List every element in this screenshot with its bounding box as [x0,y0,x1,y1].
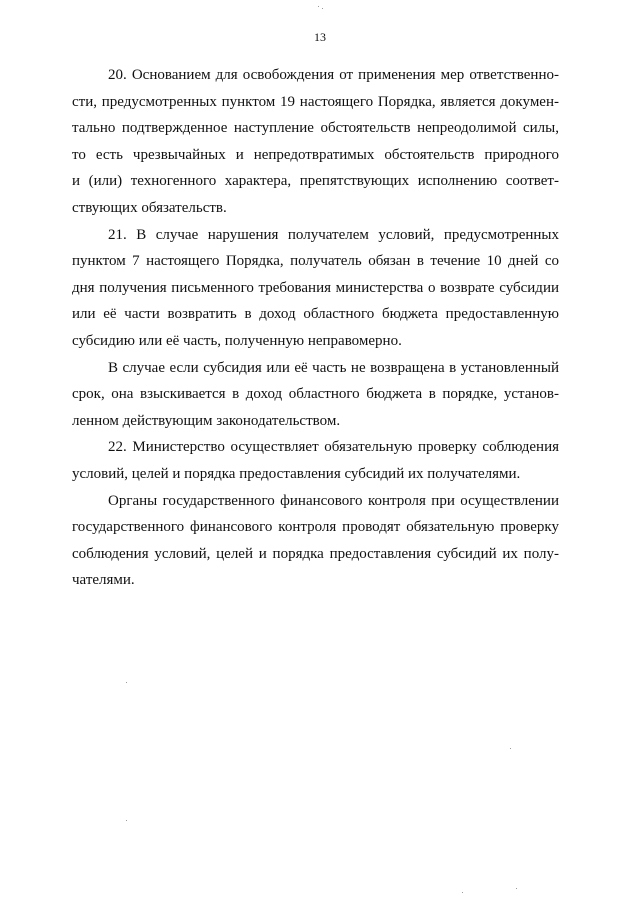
scan-speck [126,682,127,683]
text-line: пунктом 7 настоящего Порядка, получатель обязан в течение 10 дней со [72,253,559,270]
page-number: 13 [314,30,326,44]
document-body [72,62,559,594]
text-line: срок, она взыскивается в доход областного бюджета в порядке, установ- [72,386,559,403]
text-line: и (или) техногенного характера, препятствующих исполнению соответ- [72,173,559,190]
text-line: 21. В случае нарушения получателем условий, предусмотренных [108,226,559,243]
paragraph-20 [72,62,559,222]
scan-speck [462,892,463,893]
text-line: соблюдения условий, целей и порядка предоставления субсидий их полу- [72,545,559,562]
scan-speck [318,6,319,7]
text-line: ленном действующим законодательством. [72,412,341,429]
text-line: сти, предусмотренных пунктом 19 настоящего Порядка, является докумен- [72,93,559,110]
paragraph-21-continued [72,355,559,435]
text-line: 22. Министерство осуществляет обязательную проверку соблюдения [108,439,559,456]
text-line: государственного финансового контроля проводят обязательную проверку [72,519,559,536]
text-line: дня получения письменного требования министерства о возврате субсидии [72,279,559,296]
text-line: то есть чрезвычайных и непредотвратимых обстоятельств природного [72,146,559,163]
paragraph-21 [72,222,559,355]
scan-speck [126,820,127,821]
scan-speck [322,8,323,9]
text-line: В случае если субсидия или её часть не возвращена в установленный [108,359,559,376]
text-line: чателями. [72,572,135,589]
text-line: Органы государственного финансового контроля при осуществлении [108,492,559,509]
text-line: или её части возвратить в доход областного бюджета предоставленную [72,306,559,323]
paragraph-22-continued [72,488,559,594]
text-line: ствующих обязательств. [72,199,227,216]
text-line: тально подтвержденное наступление обстоятельств непреодолимой силы, [72,120,559,137]
paragraph-22 [72,434,559,487]
text-line: субсидию или её часть, полученную неправомерно. [72,332,402,349]
scan-speck [510,748,511,749]
text-line: условий, целей и порядка предоставления субсидий их получателями. [72,465,521,482]
text-line: 20. Основанием для освобождения от применения мер ответственно- [108,67,559,83]
scan-speck [516,888,517,889]
